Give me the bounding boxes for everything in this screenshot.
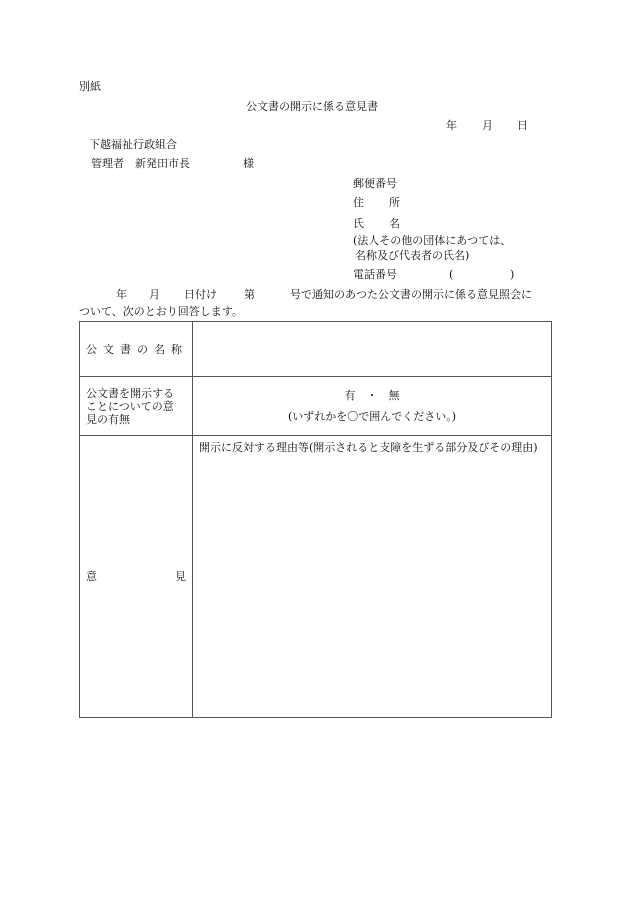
addressee-manager: 管理者 新発田市長 (91, 157, 190, 170)
attachment-label: 別紙 (79, 80, 101, 93)
opinion-label (80, 436, 193, 718)
address-label-2: 所 (389, 196, 400, 209)
body-number-prefix: 第 (244, 288, 255, 301)
date-year: 年 (446, 119, 457, 132)
corporation-note-line1: (法人その他の団体にあつては、 (353, 234, 512, 247)
phone-close-paren: ) (510, 268, 515, 281)
date-day: 日 (517, 119, 528, 132)
phone-label: 電話番号 (353, 268, 397, 281)
disclosure-opinion-label-line3: 見の有無 (86, 412, 130, 426)
circle-instruction: (いずれかを〇で囲んでください。) (287, 410, 457, 423)
name-label-2: 名 (389, 217, 400, 230)
body-line1-rest: 号で通知のあつた公文書の開示に係る意見照会に (290, 288, 532, 301)
opinion-field[interactable] (193, 436, 552, 718)
response-form-table (79, 321, 552, 718)
disclosure-opinion-label-line1: 公文書を開示する (86, 386, 174, 400)
opinion-label-char1: 意 (86, 570, 97, 583)
row-opinion (80, 436, 552, 718)
yes-no-choice[interactable]: 有 ・ 無 (344, 389, 400, 402)
opinion-label-char2: 見 (175, 570, 186, 583)
name-label-1: 氏 (353, 217, 364, 230)
phone-open-paren: ( (449, 268, 454, 281)
addressee-organization: 下越福祉行政組合 (89, 138, 177, 151)
body-dated: 日付け (184, 288, 217, 301)
body-line2: ついて、次のとおり回答します。 (79, 305, 243, 318)
addressee-honorific: 様 (243, 157, 254, 170)
document-title: 公文書の開示に係る意見書 (246, 100, 378, 113)
postal-code-label: 郵便番号 (353, 177, 397, 190)
body-month: 月 (149, 288, 160, 301)
address-label-1: 住 (353, 196, 364, 209)
date-month: 月 (482, 119, 493, 132)
document-name-field[interactable] (193, 322, 552, 377)
opinion-reason-prompt: 開示に反対する理由等(開示されると支障を生ずる部分及びその理由) (199, 441, 538, 454)
document-name-label: 公文書の名称 (80, 322, 193, 377)
corporation-note-line2: 名称及び代表者の氏名) (355, 249, 470, 262)
body-year: 年 (116, 288, 127, 301)
disclosure-opinion-label-line2: ことについての意 (86, 399, 174, 413)
disclosure-opinion-field[interactable] (193, 377, 552, 436)
row-document-name (80, 322, 552, 377)
disclosure-opinion-label (80, 377, 193, 436)
row-disclosure-opinion (80, 377, 552, 436)
